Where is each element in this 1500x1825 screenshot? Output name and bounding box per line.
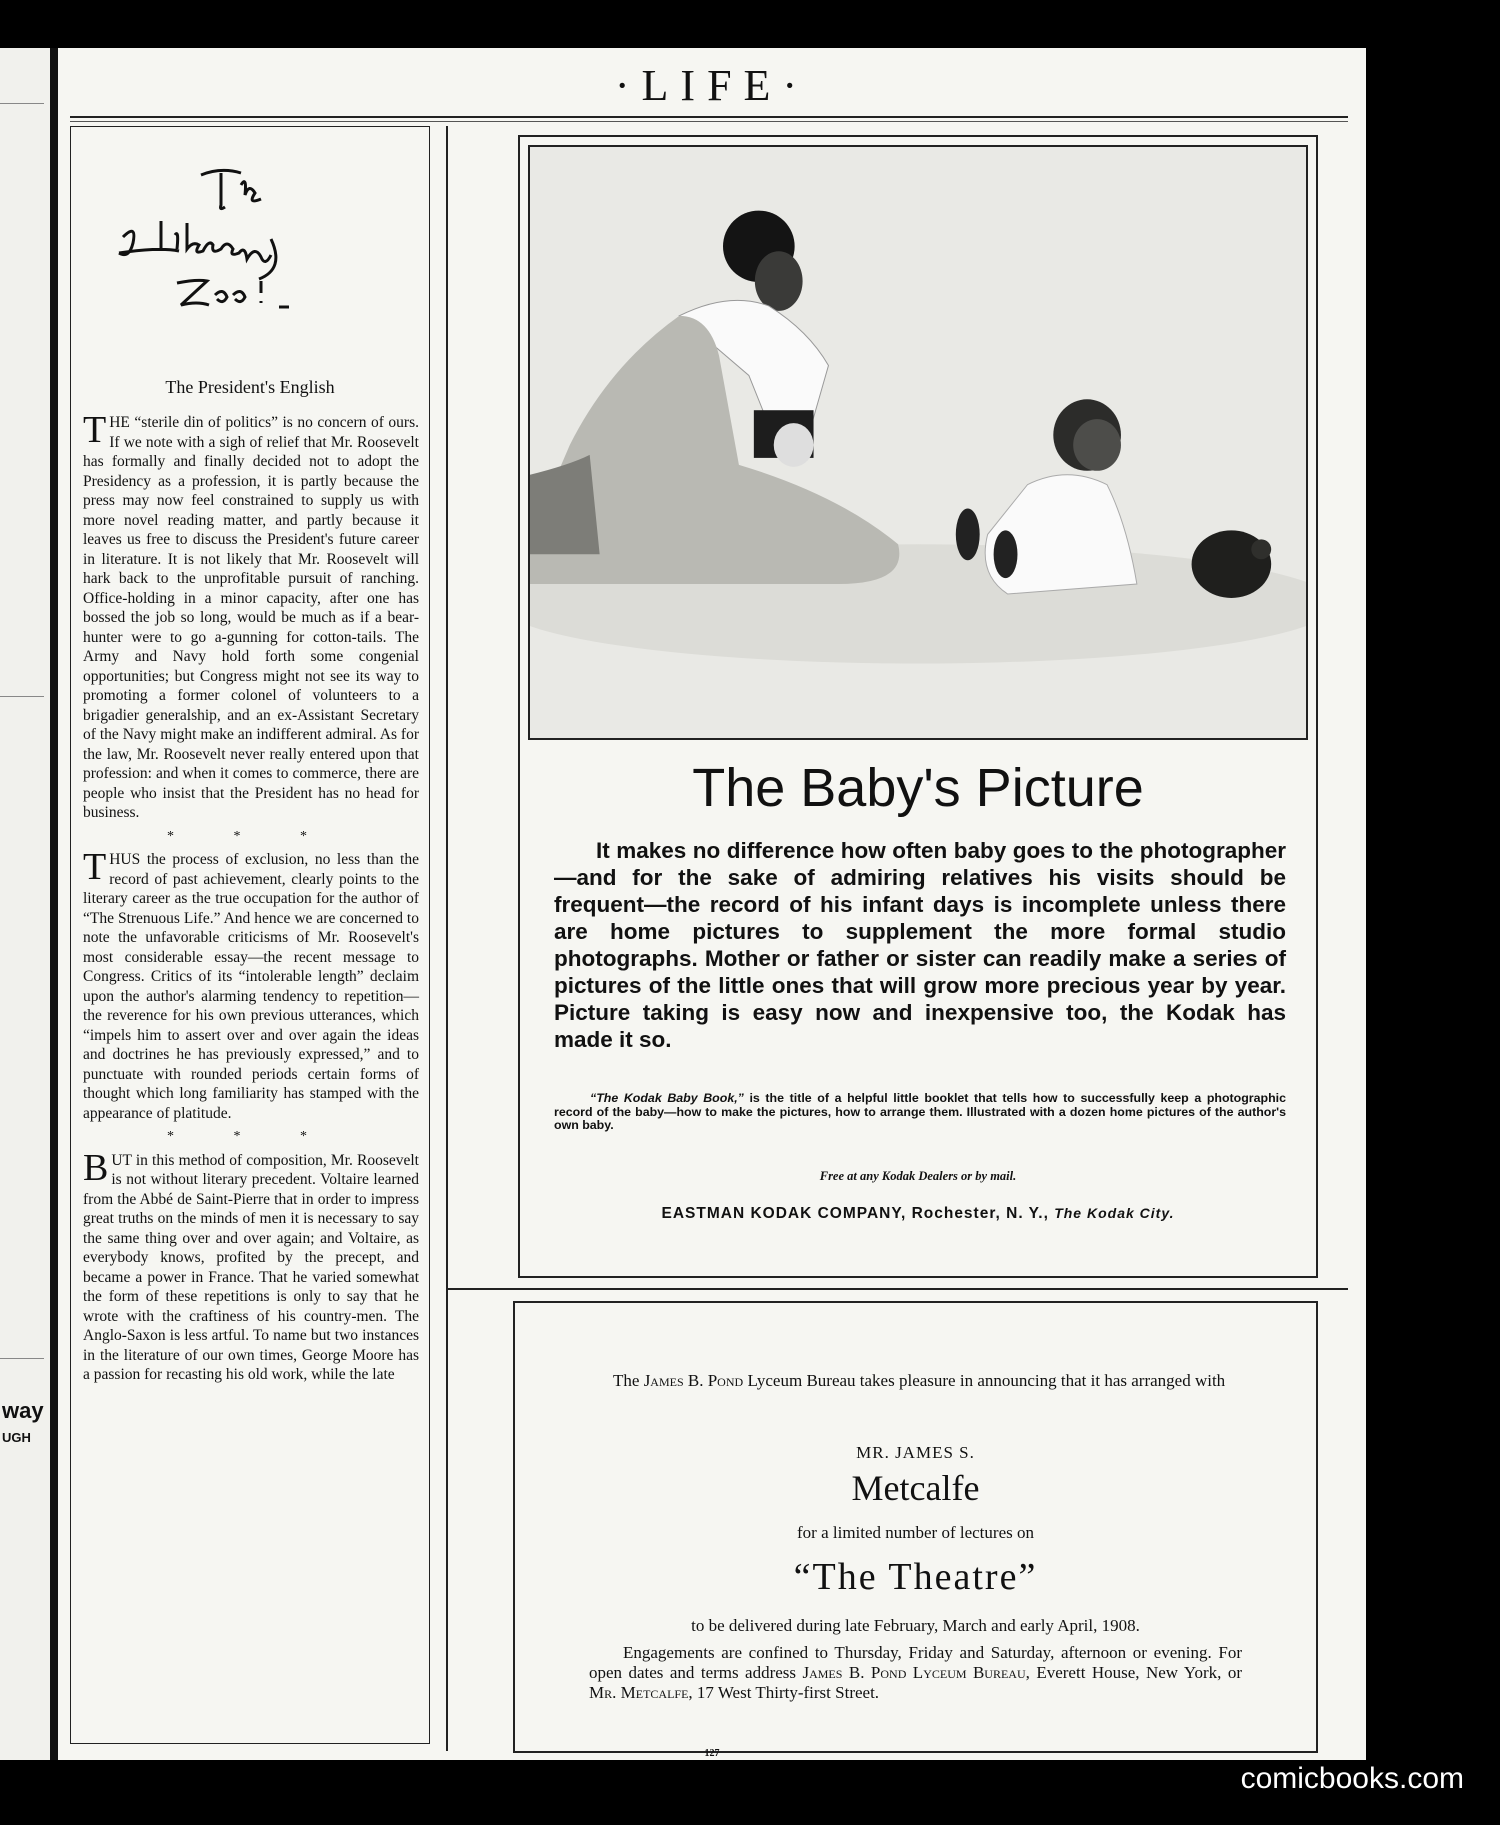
pond-lyceum-advertisement <box>513 1301 1318 1753</box>
literary-zoo-script-title <box>101 155 401 325</box>
article-paragraph-2 <box>83 846 419 1123</box>
article-body <box>83 409 419 1385</box>
pond-intro: The James B. Pond Lyceum Bureau takes pleasure in announcing that it has arranged with <box>613 1371 1226 1390</box>
magazine-page <box>58 48 1366 1760</box>
lecturer-surname: Metcalfe <box>851 1468 980 1508</box>
lecture-intro: for a limited number of lectures on <box>797 1523 1034 1542</box>
page-number: 127 <box>704 1748 720 1759</box>
company-name: EASTMAN KODAK COMPANY, Rochester, N. Y., <box>661 1205 1049 1222</box>
lecturer-name: MR. JAMES S. <box>856 1443 975 1462</box>
section-divider <box>448 1288 1348 1290</box>
paragraph-text: UT in this method of composition, Mr. Roosevelt is not without literary precedent. Voltaire learned from the Abbé de Saint-Pierre that in order to impress great truths on the minds of men it is necessary to say the same thing over and over again; and Voltaire, as everybody knows, profited by the precept, and became a power in France. That he varied somewhat the form of these repetitions is only to say that he wrote with the craftiness of his country-men. The Anglo-Saxon is less artful. To name but two instances in the literature of our own times, George Moore has a passion for recasting his old work, while the late <box>83 1151 419 1383</box>
masthead-rule-thin <box>70 121 1348 122</box>
paragraph-text: HUS the process of exclusion, no less than the record of past achievement, clearly points to the literary career as the true occupation for the author of “The Strenuous Life.” And hence we are concerned to note the unfavorable criticisms of Mr. Roosevelt's most considerable essay—the recent message to Congress. Critics of its “intolerable length” declaim upon the author's alarming tendency to repetition—the reverence for his own previous utterances, which “impels him to assert over and over again the ideas and doctrines he has previously expressed,” and to punctuate with rounded periods certain forms of thought which long familiarity has stamped with the appearance of platitude. <box>83 851 419 1122</box>
masthead-rule <box>70 116 1348 118</box>
literary-zoo-column <box>70 126 430 1744</box>
previous-page-edge <box>0 48 50 1760</box>
kodak-body-copy <box>554 837 1286 1053</box>
section-break: * * * <box>167 1129 335 1144</box>
article-title: The President's English <box>165 377 335 397</box>
section-break: * * * <box>167 828 335 844</box>
booklet-title: “The Kodak Baby Book,” <box>590 1091 744 1105</box>
page-gutter <box>50 48 58 1760</box>
drop-cap: B <box>83 1146 109 1189</box>
kodak-booklet-note <box>554 1092 1286 1133</box>
article-paragraph-3 <box>83 1146 419 1385</box>
kodak-company-address <box>520 1205 1316 1223</box>
lecture-dates: to be delivered during late February, March and early April, 1908. <box>691 1616 1140 1635</box>
page-fragment-2: UGH <box>2 1430 31 1445</box>
paragraph-text: HE “sterile din of politics” is no concern of ours. If we note with a sigh of relief that Mr. Roosevelt has formally and finally decided not to adopt the Presidency as a profession, it is partly because the press may now feel constrained to supply us with more novel reading matter, and partly because it leaves us free to discuss the President's future career in literature. It is not likely that Mr. Roosevelt will hark back to the unprofitable pursuit of ranching. Office-holding in a minor capacity, after one has bossed the job so long, would be much as if a bear-hunter were to go a-gunning for cotton-tails. The Army and Navy hold forth some congenial opportunities; but Congress might not see its way to promoting a former colonel of volunteers to a brigadier generalship, and an ex-Assistant Secretary of the Navy might make an indifferent admiral. As for the law, Mr. Roosevelt never really entered upon that profession: and when it comes to commerce, there are people who insist that the President has no head for business. <box>83 414 419 821</box>
bureau-name: James B. Pond <box>643 1371 744 1390</box>
column-rule <box>446 126 448 1751</box>
page-fragment-1: way <box>2 1398 44 1423</box>
lecture-topic: “The Theatre” <box>793 1556 1038 1598</box>
site-watermark: comicbooks.com <box>1240 1762 1464 1795</box>
article-paragraph-1 <box>83 409 419 823</box>
mother-baby-photograph <box>528 145 1308 740</box>
drop-cap: T <box>83 846 107 888</box>
kodak-body-text: It makes no difference how often baby goes to the photographer—and for the sake of admiring relatives his visits should be frequent—the record of his infant days is incomplete unless there are home pictures to supplement the more formal studio photographs. Mother or father or sister can readily make a series of pictures of the little ones that will grow more precious year by year. Picture taking is easy now and inexpensive too, the Kodak has made it so. <box>554 838 1286 1052</box>
drop-cap: T <box>83 409 107 451</box>
company-city: The Kodak City. <box>1054 1205 1175 1221</box>
kodak-free-offer: Free at any Kodak Dealers or by mail. <box>819 1169 1017 1183</box>
kodak-headline: The Baby's Picture <box>692 758 1144 818</box>
masthead: ·LIFE· <box>614 61 810 110</box>
booklet-description: is the title of a helpful little booklet that tells how to successfully keep a photographic record of the baby—how to make the pictures, how to arrange them. Illustrated with a dozen home pictures of the author's own baby. <box>554 1091 1286 1132</box>
kodak-advertisement <box>518 135 1318 1278</box>
engagement-details: Engagements are confined to Thursday, Friday and Saturday, afternoon or evening. For open dates and terms address James B. Pond Lyceum Bureau, Everett House, New York, or Mr. Metcalfe, 17 West Thirty-first Street. <box>589 1643 1242 1702</box>
